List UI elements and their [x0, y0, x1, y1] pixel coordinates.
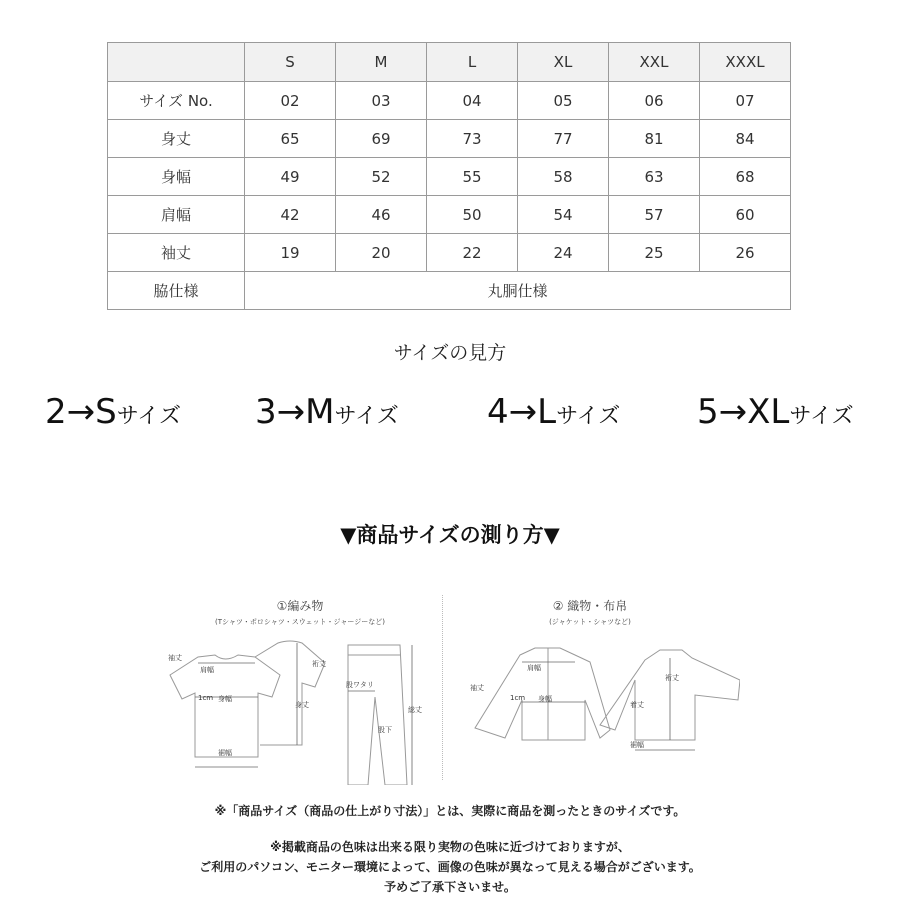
size-table	[107, 42, 791, 310]
cell: 68	[700, 158, 791, 196]
cell: 24	[518, 234, 609, 272]
label-sleeve-woven: 袖丈	[470, 684, 484, 692]
size-code-legend	[0, 392, 900, 442]
legend-item	[45, 392, 181, 432]
header-cell: S	[245, 43, 336, 82]
header-cell: XXL	[609, 43, 700, 82]
cell: 20	[336, 234, 427, 272]
cell: 84	[700, 120, 791, 158]
header-cell: XL	[518, 43, 609, 82]
cell: 05	[518, 82, 609, 120]
table-header-row	[108, 43, 791, 82]
cell: 04	[427, 82, 518, 120]
panel-divider	[442, 595, 443, 780]
knit-subtitle: (Tシャツ・ポロシャツ・スウェット・ジャージーなど)	[215, 618, 385, 626]
cell: 65	[245, 120, 336, 158]
cell: 02	[245, 82, 336, 120]
cell: 06	[609, 82, 700, 120]
tshirt-pants-illustration	[160, 635, 440, 785]
cell: 07	[700, 82, 791, 120]
cell: 55	[427, 158, 518, 196]
header-cell	[108, 43, 245, 82]
label-chest: 身幅	[218, 695, 232, 703]
jacket-illustration	[460, 640, 740, 760]
table-row	[108, 234, 791, 272]
woven-title: ② 織物・布帛	[552, 599, 628, 613]
cell: 46	[336, 196, 427, 234]
label-hem: 裾幅	[218, 749, 232, 757]
cell: 50	[427, 196, 518, 234]
label-hem-woven: 裾幅	[630, 741, 644, 749]
cell: 57	[609, 196, 700, 234]
label-inseam: 股下	[378, 726, 392, 734]
label-offset-woven: 1cm	[510, 694, 526, 702]
cell: 42	[245, 196, 336, 234]
cell: 58	[518, 158, 609, 196]
label-length: 身丈	[295, 701, 309, 709]
cell: 52	[336, 158, 427, 196]
measurement-diagram	[160, 595, 740, 785]
header-cell: XXXL	[700, 43, 791, 82]
header-cell: M	[336, 43, 427, 82]
table-row	[108, 196, 791, 234]
label-total: 総丈	[408, 706, 422, 714]
how-to-read-title: サイズの見方	[393, 342, 507, 364]
label-length-woven: 着丈	[630, 701, 644, 709]
legend-suffix: サイズ	[556, 404, 621, 429]
woven-subtitle: (ジャケット・シャツなど)	[549, 618, 631, 626]
row-label: 袖丈	[108, 234, 245, 272]
label-yuki-woven: 裄丈	[665, 674, 679, 682]
legend-code: 5→XL	[697, 392, 790, 432]
cell: 69	[336, 120, 427, 158]
legend-suffix: サイズ	[116, 404, 181, 429]
legend-item	[255, 392, 399, 432]
table-row-side-spec	[108, 272, 791, 310]
legend-item	[697, 392, 854, 432]
row-label: 肩幅	[108, 196, 245, 234]
color-note-1: ※掲載商品の色味は出来る限り実物の色味に近づけておりますが、	[270, 840, 630, 854]
cell: 19	[245, 234, 336, 272]
cell: 49	[245, 158, 336, 196]
cell: 03	[336, 82, 427, 120]
header-cell: L	[427, 43, 518, 82]
row-label: 身幅	[108, 158, 245, 196]
label-shoulder: 肩幅	[200, 666, 214, 674]
cell: 54	[518, 196, 609, 234]
table-row	[108, 120, 791, 158]
table-row	[108, 82, 791, 120]
cell: 22	[427, 234, 518, 272]
legend-item	[487, 392, 620, 432]
table-row	[108, 158, 791, 196]
label-sleeve: 袖丈	[168, 654, 182, 662]
knit-title: ①編み物	[276, 599, 324, 613]
row-label: 身丈	[108, 120, 245, 158]
row-label: サイズ No.	[108, 82, 245, 120]
size-definition-note: ※「商品サイズ（商品の仕上がり寸法）」とは、実際に商品を測ったときのサイズです。	[214, 804, 686, 818]
cell: 73	[427, 120, 518, 158]
cell: 77	[518, 120, 609, 158]
label-thigh: 股ワタリ	[346, 681, 374, 689]
legend-suffix: サイズ	[789, 404, 854, 429]
cell: 26	[700, 234, 791, 272]
legend-code: 2→S	[45, 392, 117, 432]
legend-suffix: サイズ	[334, 404, 399, 429]
cell: 25	[609, 234, 700, 272]
legend-code: 4→L	[487, 392, 557, 432]
cell: 63	[609, 158, 700, 196]
color-note-2: ご利用のパソコン、モニター環境によって、画像の色味が異なって見える場合がございます。	[199, 860, 701, 874]
label-offset: 1cm	[198, 694, 214, 702]
measure-title: ▼商品サイズの測り方▼	[340, 523, 560, 547]
legend-code: 3→M	[255, 392, 335, 432]
color-note-3: 予めご了承下さいませ。	[384, 880, 516, 894]
cell: 60	[700, 196, 791, 234]
label-shoulder-woven: 肩幅	[527, 664, 541, 672]
label-yuki: 裄丈	[312, 660, 326, 668]
label-chest-woven: 身幅	[538, 695, 552, 703]
row-label: 脇仕様	[108, 272, 245, 310]
cell: 81	[609, 120, 700, 158]
side-spec-value: 丸胴仕様	[245, 272, 791, 310]
